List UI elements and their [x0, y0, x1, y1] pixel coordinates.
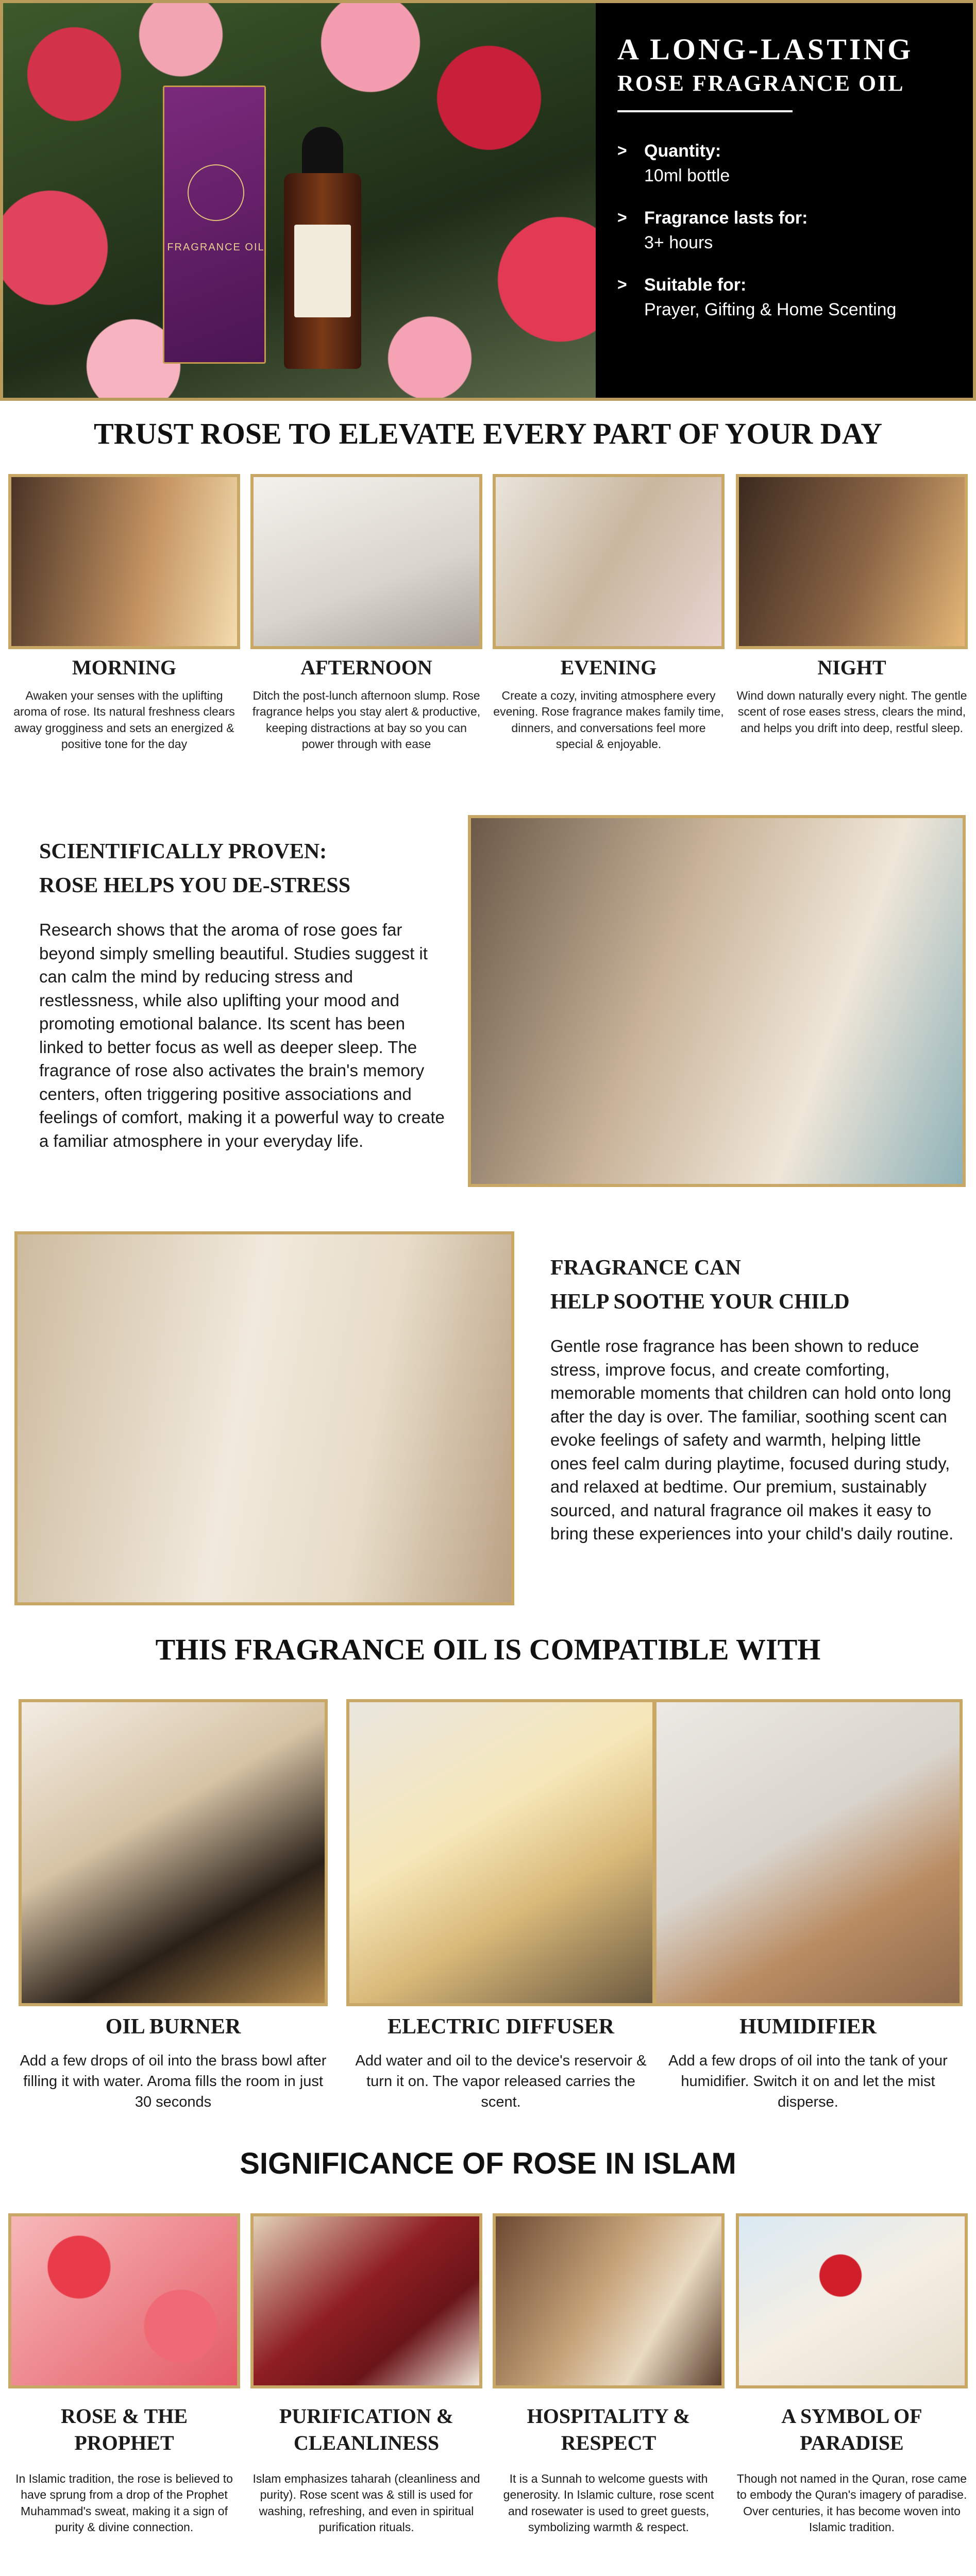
compat-card-title: ELECTRIC DIFFUSER [388, 2015, 614, 2039]
rose-prophet-photo [8, 2213, 240, 2388]
child-photo [14, 1231, 514, 1605]
compatible-section-title: THIS FRAGRANCE OIL IS COMPATIBLE WITH [155, 1633, 821, 1666]
day-card-title: MORNING [72, 656, 177, 679]
hero-title-line1: A LONG-LASTING [617, 32, 914, 66]
hero-item-title: Fragrance lasts for: [644, 208, 808, 228]
afternoon-photo [250, 474, 482, 649]
islam-card-title-line1: A SYMBOL OF [781, 2404, 922, 2428]
day-card-desc: Create a cozy, inviting atmosphere every evening. Rose fragrance makes family time, dinners, and conversations feel more special & enjoyable. [493, 689, 724, 751]
hospitality-photo [493, 2213, 725, 2388]
islam-section-title: SIGNIFICANCE OF ROSE IN ISLAM [240, 2147, 736, 2180]
islam-card-desc: It is a Sunnah to welcome guests with generosity. In Islamic culture, rose scent and rosewater is used to greet guests, symbolizing warmth & respect. [503, 2472, 714, 2534]
oil-burner-photo [19, 1699, 328, 2006]
child-heading [550, 1251, 952, 1319]
day-card-title: AFTERNOON [300, 656, 432, 679]
hero-product-image [3, 3, 596, 398]
destress-heading [39, 835, 441, 903]
compat-card-desc: Add a few drops of oil into the tank of your humidifier. Switch it on and let the mist disperse. [668, 2053, 948, 2111]
chevron-right-icon: > [617, 275, 627, 294]
hero-title-line2: ROSE FRAGRANCE OIL [617, 71, 905, 96]
evening-photo [493, 474, 725, 649]
bottle-label [294, 225, 351, 317]
box-label: FRAGRANCE OIL [167, 242, 265, 253]
hero-item-value: 10ml bottle [644, 166, 730, 185]
child-heading-line2: HELP SOOTHE YOUR CHILD [550, 1290, 850, 1314]
humidifier-photo [653, 1699, 963, 2006]
dropper-cap [302, 127, 343, 178]
electric-diffuser-photo [346, 1699, 655, 2006]
paradise-photo [736, 2213, 968, 2388]
hero-item-title: Quantity: [644, 141, 721, 161]
hero-banner [0, 0, 976, 401]
chevron-right-icon: > [617, 208, 627, 227]
hero-divider [617, 110, 793, 112]
night-photo [736, 474, 968, 649]
day-section-title: TRUST ROSE TO ELEVATE EVERY PART OF YOUR DAY [93, 417, 883, 450]
compat-card-title: OIL BURNER [105, 2015, 241, 2039]
child-heading-line1: FRAGRANCE CAN [550, 1256, 741, 1280]
product-box [163, 86, 266, 364]
destress-photo [468, 815, 966, 1187]
day-card-title: EVENING [560, 656, 657, 679]
islam-card-title-line2: CLEANLINESS [293, 2431, 440, 2454]
child-body: Gentle rose fragrance has been shown to reduce stress, improve focus, and create comforting, memorable moments that children can hold onto long after the day is over. The familiar, soothing scent can evoke feelings of safety and warmth, helping little ones feel calm during playtime, focused during study, and relaxed at bedtime. Our premium, sustainably sourced, and natural fragrance oil makes it easy to bring these experiences into your child's daily routine. [550, 1336, 954, 1544]
islam-card-title-line1: HOSPITALITY & [527, 2404, 691, 2428]
day-card-desc: Ditch the post-lunch afternoon slump. Rose fragrance helps you stay alert & productive, keeping distractions at bay so you can power through with ease [252, 689, 481, 751]
compat-card-desc: Add water and oil to the device's reservoir & turn it on. The vapor released carries the scent. [355, 2053, 647, 2111]
compat-card-desc: Add a few drops of oil into the brass bowl after filling it with water. Aroma fills the room in just 30 seconds [20, 2053, 327, 2111]
destress-heading-line2: ROSE HELPS YOU DE-STRESS [39, 874, 351, 898]
islam-card-title [250, 2403, 482, 2456]
purification-photo [250, 2213, 482, 2388]
islam-card-title [8, 2403, 240, 2456]
islam-card-title-line1: PURIFICATION & [279, 2404, 454, 2428]
destress-heading-line1: SCIENTIFICALLY PROVEN: [39, 840, 327, 863]
chevron-right-icon: > [617, 141, 627, 160]
islam-card-title-line2: PROPHET [74, 2431, 174, 2454]
islam-card-desc: Islam emphasizes taharah (cleanliness and purity). Rose scent was & still is used for washing, refreshing, and even in spiritual purification rituals. [253, 2472, 480, 2534]
islam-card-desc: Though not named in the Quran, rose came to embody the Quran's imagery of paradise. Over centuries, it has become woven into Islamic tradition. [736, 2472, 967, 2534]
islam-card-title [736, 2403, 968, 2456]
day-card-desc: Wind down naturally every night. The gentle scent of rose eases stress, clears the mind, and helps you drift into deep, restful sleep. [736, 689, 967, 735]
islam-card-title [493, 2403, 725, 2456]
islam-card-desc: In Islamic tradition, the rose is believed to have sprung from a drop of the Prophet Muhammad's sweat, making it a sign of purity & divine connection. [15, 2472, 233, 2534]
day-card-desc: Awaken your senses with the uplifting aroma of rose. Its natural freshness clears away grogginess and sets an energized & positive tone for the day [13, 689, 235, 751]
morning-photo [8, 474, 240, 649]
destress-body: Research shows that the aroma of rose goes far beyond simply smelling beautiful. Studies suggest it can calm the mind by reducing stress and restlessness, while also uplifting your mood and promoting emotional balance. Its scent has been linked to better focus as well as deeper sleep. The fragrance of rose also activates the brain's memory centers, often triggering positive associations and feelings of comfort, making it a powerful way to create a familiar atmosphere in your everyday life. [39, 920, 445, 1150]
day-card-title: NIGHT [817, 656, 886, 679]
box-emblem-icon [188, 164, 244, 221]
compat-card-title: HUMIDIFIER [739, 2015, 877, 2039]
hero-item-title: Suitable for: [644, 275, 747, 295]
hero-item-value: Prayer, Gifting & Home Scenting [644, 300, 897, 319]
islam-card-title-line1: ROSE & THE [61, 2404, 188, 2428]
hero-info-panel [596, 3, 976, 398]
hero-item-value: 3+ hours [644, 233, 713, 252]
islam-card-title-line2: RESPECT [561, 2431, 657, 2454]
islam-card-title-line2: PARADISE [800, 2431, 904, 2454]
